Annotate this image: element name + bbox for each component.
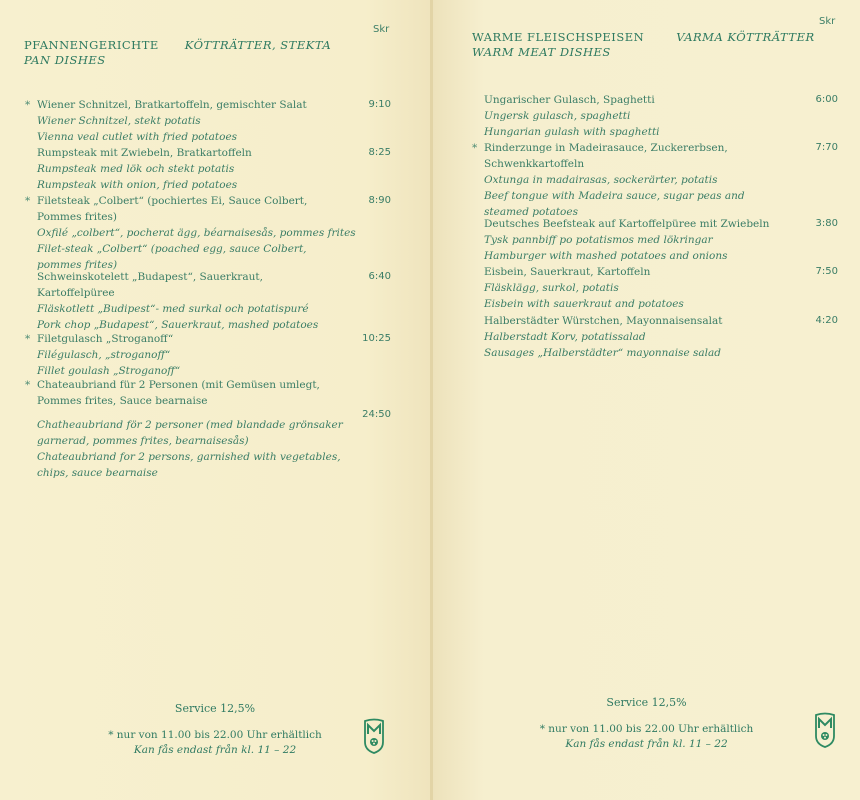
availability-de: * nur von 11.00 bis 22.00 Uhr erhältlich: [108, 729, 322, 741]
dish-name-sv: Fläskotlett „Budipest“- med surkal och potatispuré: [37, 303, 309, 315]
availability-note: [433, 722, 860, 752]
section-heading: [472, 30, 815, 60]
dish-item: [484, 92, 838, 140]
heading-en: PAN DISHES: [24, 53, 106, 67]
availability-sv: Kan fås endast från kl. 11 – 22: [565, 738, 728, 750]
dish-name-de: Halberstädter Würstchen, Mayonnaisensalat: [484, 315, 723, 327]
dish-name-en: Hamburger with mashed potatoes and onions: [484, 250, 728, 262]
dish-name-de: Deutsches Beefsteak auf Kartoffelpüree mit Zwiebeln: [484, 218, 770, 230]
dish-name-de: Rinderzunge in Madeirasauce, Zuckererbsen, Schwenkkartoffeln: [484, 142, 728, 170]
availability-sv: Kan fås endast från kl. 11 – 22: [133, 744, 297, 756]
dish-name-sv: Halberstadt Korv, potatissalad: [484, 331, 646, 343]
star-marker: *: [25, 379, 31, 391]
dish-name-sv: Filégulasch, „stroganoff“: [37, 349, 171, 361]
availability-de: * nur von 11.00 bis 22.00 Uhr erhältlich: [539, 723, 754, 735]
dish-name-en: Rumpsteak with onion, fried potatoes: [37, 179, 238, 191]
logo-icon: [813, 712, 837, 748]
dish-name-sv: Fläsklägg, surkol, potatis: [484, 282, 619, 294]
right-page: [433, 0, 860, 800]
dish-price: 8:25: [368, 147, 391, 158]
dish-item: [484, 313, 838, 361]
section-heading: [24, 38, 331, 68]
dish-item: [25, 377, 391, 481]
dish-price: 7:50: [815, 266, 838, 277]
dish-name-sv: Oxfilé „colbert“, pocherat ägg, béarnaisesås, pommes frites: [37, 227, 356, 239]
dish-item: [25, 331, 391, 379]
dish-price: 9:10: [368, 99, 391, 110]
currency-label: Skr: [819, 16, 836, 27]
dish-name-sv: Oxtunga in madairasas, sockerärter, potatis: [484, 174, 718, 186]
dish-item: [25, 193, 391, 273]
dish-name-de: Filetgulasch „Stroganoff“: [37, 333, 174, 345]
dish-name-de: Filetsteak „Colbert“ (pochiertes Ei, Sauce Colbert, Pommes frites): [37, 195, 308, 223]
dish-name-sv: Rumpsteak med lök och stekt potatis: [37, 163, 235, 175]
star-marker: *: [472, 142, 478, 154]
service-charge: Service 12,5%: [606, 696, 687, 709]
dish-price: 10:25: [362, 333, 391, 344]
dish-name-en: Chateaubriand for 2 persons, garnished with vegetables, chips, sauce bearnaise: [37, 451, 341, 479]
logo-icon: [362, 718, 386, 754]
star-marker: *: [25, 99, 31, 111]
dish-name-en: Pork chop „Budapest“, Sauerkraut, mashed potatoes: [37, 319, 319, 331]
heading-de: PFANNENGERICHTE: [24, 38, 159, 52]
heading-sv: KÖTTRÄTTER, STEKTA: [184, 38, 332, 52]
heading-en: WARM MEAT DISHES: [472, 45, 611, 59]
dish-name-sv: Tysk pannbiff po potatismos med lökringar: [484, 234, 713, 246]
dish-price: 7:70: [815, 142, 838, 153]
dish-name-de: Ungarischer Gulasch, Spaghetti: [484, 94, 655, 106]
dish-name-de: Chateaubriand für 2 Personen (mit Gemüsen umlegt, Pommes frites, Sauce bearnaise: [37, 379, 320, 407]
dish-item: [484, 264, 838, 312]
dish-price: 6:40: [368, 271, 391, 282]
dish-name-en: Eisbein with sauerkraut and potatoes: [484, 298, 684, 310]
heading-sv: VARMA KÖTTRÄTTER: [676, 30, 815, 44]
dish-name-en: Vienna veal cutlet with fried potatoes: [37, 131, 238, 143]
dish-name-de: Rumpsteak mit Zwiebeln, Bratkartoffeln: [37, 147, 252, 159]
dish-price: 3:80: [815, 218, 838, 229]
dish-item: [472, 140, 838, 220]
dish-name-en: Hungarian gulash with spaghetti: [484, 126, 660, 138]
dish-name-en: Filet-steak „Colbert“ (poached egg, sauce Colbert, pommes frites): [37, 243, 307, 271]
heading-de: WARME FLEISCHSPEISEN: [472, 30, 645, 44]
dish-name-en: Beef tongue with Madeira sauce, sugar peas and steamed potatoes: [484, 190, 745, 218]
service-charge: Service 12,5%: [174, 702, 256, 715]
currency-label: Skr: [373, 24, 390, 35]
dish-name-en: Sausages „Halberstädter“ mayonnaise salad: [484, 347, 721, 359]
dish-item: [484, 216, 838, 264]
dish-price: 24:50: [362, 409, 391, 420]
dish-price: 8:90: [368, 195, 391, 206]
dish-item: [25, 97, 391, 145]
dish-name-de: Schweinskotelett „Budapest“, Sauerkraut, Kartoffelpüree: [37, 271, 263, 299]
dish-item: [37, 145, 391, 193]
dish-name-sv: Wiener Schnitzel, stekt potatis: [37, 115, 201, 127]
dish-name-de: Eisbein, Sauerkraut, Kartoffeln: [484, 266, 651, 278]
dish-item: [37, 269, 391, 333]
star-marker: *: [25, 333, 31, 345]
dish-name-sv: Chatheaubriand för 2 personer (med blandade grönsaker garnerad, pommes frites, bearnaisesås): [37, 419, 343, 447]
dish-name-sv: Ungersk gulasch, spaghetti: [484, 110, 631, 122]
dish-price: 6:00: [815, 94, 838, 105]
dish-name-en: Fillet goulash „Stroganoff“: [37, 365, 181, 377]
dish-name-de: Wiener Schnitzel, Bratkartoffeln, gemischter Salat: [37, 99, 307, 111]
star-marker: *: [25, 195, 31, 207]
dish-price: 4:20: [815, 315, 838, 326]
